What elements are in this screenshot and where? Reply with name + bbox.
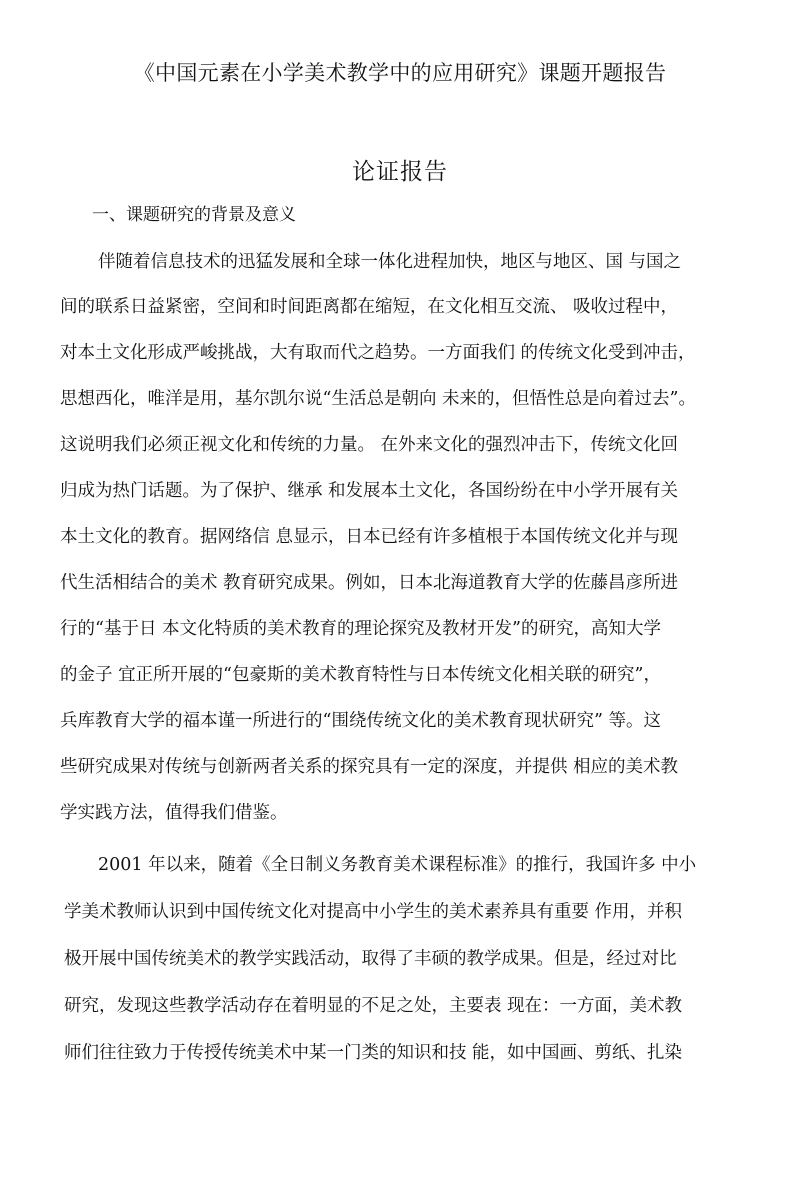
paragraph-line: 的金子 宜正所开展的“包豪斯的美术教育特性与日本传统文化相关联的研究”， (60, 665, 661, 685)
paragraph-line: 本土文化的教育。据网络信 息显示，日本已经有许多植根于本国传统文化并与现 (60, 527, 679, 547)
paragraph-line: 学实践方法，值得我们借鉴。 (60, 803, 288, 823)
document-title: 《中国元素在小学美术教学中的应用研究》课题开题报告 (133, 61, 667, 85)
paragraph-line: 对本土文化形成严峻挑战，大有取而代之趋势。一方面我们 的传统文化受到冲击， (60, 343, 696, 363)
paragraph-line: 这说明我们必须正视文化和传统的力量。 在外来文化的强烈冲击下，传统文化回 (60, 435, 679, 455)
paragraph-line: 研究，发现这些教学活动存在着明显的不足之处，主要表 现在：一方面，美术教 (64, 996, 683, 1016)
paragraph-line: 些研究成果对传统与创新两者关系的探究具有一定的深度，并提供 相应的美术教 (60, 757, 679, 777)
paragraph-line: 伴随着信息技术的迅猛发展和全球一体化进程加快，地区与地区、国 与国之 (98, 252, 682, 272)
paragraph-line: 思想西化，唯洋是用，基尔凯尔说“生活总是朝向 未来的，但悟性总是向着过去”。 (60, 389, 696, 409)
paragraph-line: 学美术教师认识到中国传统文化对提高中小学生的美术素养具有重要 作用，并积 (64, 902, 683, 922)
paragraph-line: 2001 年以来，随着《全日制义务教育美术课程标准》的推行，我国许多 中小 (98, 855, 697, 875)
paragraph-line: 归成为热门话题。为了保护、继承 和发展本土文化，各国纷纷在中小学开展有关 (60, 481, 679, 501)
paragraph-line: 行的“基于日 本文化特质的美术教育的理论探究及教材开发”的研究，高知大学 (60, 619, 661, 639)
paragraph-line: 间的联系日益紧密，空间和时间距离都在缩短，在文化相互交流、 吸收过程中， (60, 297, 679, 317)
paragraph-line: 师们往往致力于传授传统美术中某一门类的知识和技 能，如中国画、剪纸、扎染 (64, 1043, 683, 1063)
section-subheading: 一、课题研究的背景及意义 (92, 205, 296, 225)
section-title: 论证报告 (352, 159, 448, 185)
paragraph-line: 兵库教育大学的福本谨一所进行的“围绕传统文化的美术教育现状研究” 等。这 (60, 711, 661, 731)
paragraph-line: 极开展中国传统美术的教学实践活动，取得了丰硕的教学成果。但是，经过对比 (64, 949, 677, 969)
paragraph-line: 代生活相结合的美术 教育研究成果。例如，日本北海道教育大学的佐藤昌彦所进 (60, 573, 679, 593)
